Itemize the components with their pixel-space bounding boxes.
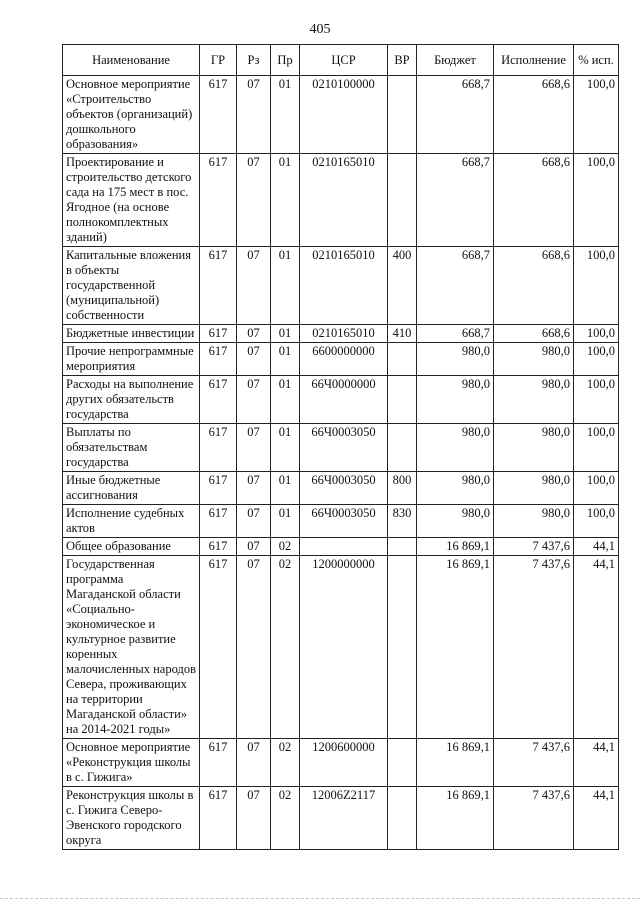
cell-name: Реконструкция школы в с. Гижига Северо-Эвенского городского округа (63, 787, 200, 850)
cell-csr: 1200000000 (300, 556, 388, 739)
cell-rz: 07 (237, 76, 271, 154)
cell-execution: 668,6 (494, 247, 574, 325)
cell-vr (388, 787, 417, 850)
cell-name: Выплаты по обязательствам государства (63, 424, 200, 472)
cell-pr: 02 (271, 739, 300, 787)
header-execution: Исполнение (494, 45, 574, 76)
cell-gr: 617 (200, 376, 237, 424)
cell-name: Бюджетные инвестиции (63, 325, 200, 343)
cell-rz: 07 (237, 739, 271, 787)
cell-percent: 100,0 (574, 343, 619, 376)
cell-percent: 44,1 (574, 787, 619, 850)
budget-execution-table (62, 44, 619, 850)
cell-pr: 01 (271, 154, 300, 247)
table-row (63, 556, 619, 739)
table-row (63, 505, 619, 538)
cell-vr: 400 (388, 247, 417, 325)
cell-vr (388, 424, 417, 472)
header-pr: Пр (271, 45, 300, 76)
cell-rz: 07 (237, 472, 271, 505)
cell-budget: 16 869,1 (417, 787, 494, 850)
cell-rz: 07 (237, 376, 271, 424)
cell-rz: 07 (237, 424, 271, 472)
table-row (63, 424, 619, 472)
page-number: 405 (309, 22, 331, 37)
cell-gr: 617 (200, 472, 237, 505)
header-vr: ВР (388, 45, 417, 76)
table-row (63, 343, 619, 376)
cell-percent: 100,0 (574, 247, 619, 325)
table-row (63, 538, 619, 556)
cell-rz: 07 (237, 556, 271, 739)
cell-rz: 07 (237, 154, 271, 247)
cell-budget: 980,0 (417, 505, 494, 538)
header-budget: Бюджет (417, 45, 494, 76)
cell-budget: 980,0 (417, 424, 494, 472)
cell-percent: 100,0 (574, 376, 619, 424)
table-row (63, 76, 619, 154)
cell-gr: 617 (200, 424, 237, 472)
cell-percent: 100,0 (574, 505, 619, 538)
cell-percent: 100,0 (574, 325, 619, 343)
cell-budget: 16 869,1 (417, 556, 494, 739)
header-csr: ЦСР (300, 45, 388, 76)
cell-gr: 617 (200, 556, 237, 739)
cell-gr: 617 (200, 154, 237, 247)
cell-execution: 980,0 (494, 424, 574, 472)
cell-percent: 44,1 (574, 556, 619, 739)
cell-pr: 01 (271, 376, 300, 424)
cell-name: Иные бюджетные ассигнования (63, 472, 200, 505)
cell-csr: 0210165010 (300, 325, 388, 343)
header-row (63, 45, 619, 76)
cell-execution: 668,6 (494, 154, 574, 247)
cell-execution: 7 437,6 (494, 538, 574, 556)
cell-percent: 100,0 (574, 424, 619, 472)
cell-rz: 07 (237, 505, 271, 538)
header-name: Наименование (63, 45, 200, 76)
cell-pr: 01 (271, 472, 300, 505)
cell-gr: 617 (200, 343, 237, 376)
cell-pr: 01 (271, 424, 300, 472)
table-row (63, 376, 619, 424)
cell-pr: 02 (271, 556, 300, 739)
cell-csr: 0210165010 (300, 154, 388, 247)
cell-csr: 6600000000 (300, 343, 388, 376)
cell-name: Основное мероприятие «Реконструкция школы в с. Гижига» (63, 739, 200, 787)
cell-percent: 44,1 (574, 739, 619, 787)
cell-execution: 7 437,6 (494, 739, 574, 787)
header-rz: Рз (237, 45, 271, 76)
cell-pr: 02 (271, 787, 300, 850)
cell-gr: 617 (200, 538, 237, 556)
table-row (63, 739, 619, 787)
cell-rz: 07 (237, 247, 271, 325)
cell-csr: 66Ч0000000 (300, 376, 388, 424)
cell-vr (388, 538, 417, 556)
cell-vr (388, 739, 417, 787)
cell-budget: 980,0 (417, 472, 494, 505)
cell-pr: 01 (271, 247, 300, 325)
cell-pr: 01 (271, 505, 300, 538)
cell-csr: 66Ч0003050 (300, 424, 388, 472)
table-row (63, 154, 619, 247)
cell-budget: 668,7 (417, 154, 494, 247)
cell-execution: 668,6 (494, 325, 574, 343)
cell-execution: 980,0 (494, 343, 574, 376)
cell-csr: 0210165010 (300, 247, 388, 325)
cell-vr (388, 556, 417, 739)
cell-csr (300, 538, 388, 556)
table-header (63, 45, 619, 76)
cell-name: Основное мероприятие «Строительство объектов (организаций) дошкольного образования» (63, 76, 200, 154)
table-row (63, 472, 619, 505)
cell-rz: 07 (237, 787, 271, 850)
cell-rz: 07 (237, 325, 271, 343)
cell-budget: 16 869,1 (417, 538, 494, 556)
cell-csr: 0210100000 (300, 76, 388, 154)
table-row (63, 247, 619, 325)
cell-rz: 07 (237, 343, 271, 376)
cell-execution: 980,0 (494, 505, 574, 538)
header-percent: % исп. (574, 45, 619, 76)
table-body (63, 76, 619, 850)
cell-budget: 668,7 (417, 247, 494, 325)
cell-budget: 980,0 (417, 343, 494, 376)
cell-execution: 980,0 (494, 376, 574, 424)
cell-csr: 1200600000 (300, 739, 388, 787)
cell-budget: 16 869,1 (417, 739, 494, 787)
cell-execution: 668,6 (494, 76, 574, 154)
cell-vr (388, 343, 417, 376)
cell-budget: 668,7 (417, 325, 494, 343)
cell-name: Капитальные вложения в объекты государственной (муниципальной) собственности (63, 247, 200, 325)
cell-pr: 01 (271, 325, 300, 343)
cell-vr (388, 376, 417, 424)
cell-pr: 02 (271, 538, 300, 556)
cell-pr: 01 (271, 76, 300, 154)
cell-csr: 12006Z2117 (300, 787, 388, 850)
cell-percent: 100,0 (574, 154, 619, 247)
cell-execution: 980,0 (494, 472, 574, 505)
cell-name: Государственная программа Магаданской области «Социально-экономическое и культурное развитие коренных малочисленных народов Севера, проживающих на территории Магаданской области» на 2014-2021 годы» (63, 556, 200, 739)
cell-csr: 66Ч0003050 (300, 472, 388, 505)
table-row (63, 325, 619, 343)
cell-budget: 980,0 (417, 376, 494, 424)
cell-vr: 410 (388, 325, 417, 343)
cell-execution: 7 437,6 (494, 787, 574, 850)
cell-name: Исполнение судебных актов (63, 505, 200, 538)
cell-name: Расходы на выполнение других обязательств государства (63, 376, 200, 424)
cell-percent: 100,0 (574, 76, 619, 154)
cell-name: Проектирование и строительство детского сада на 175 мест в пос. Ягодное (на основе полнокомплектных зданий) (63, 154, 200, 247)
cell-csr: 66Ч0003050 (300, 505, 388, 538)
cell-gr: 617 (200, 325, 237, 343)
cell-name: Общее образование (63, 538, 200, 556)
cell-percent: 100,0 (574, 472, 619, 505)
cell-gr: 617 (200, 505, 237, 538)
cell-name: Прочие непрограммные мероприятия (63, 343, 200, 376)
cell-rz: 07 (237, 538, 271, 556)
table-row (63, 787, 619, 850)
cell-vr (388, 154, 417, 247)
cell-percent: 44,1 (574, 538, 619, 556)
cell-vr: 800 (388, 472, 417, 505)
cell-execution: 7 437,6 (494, 556, 574, 739)
cell-vr (388, 76, 417, 154)
cell-pr: 01 (271, 343, 300, 376)
cell-gr: 617 (200, 76, 237, 154)
page-bottom-edge (0, 898, 640, 905)
cell-budget: 668,7 (417, 76, 494, 154)
cell-vr: 830 (388, 505, 417, 538)
cell-gr: 617 (200, 247, 237, 325)
cell-gr: 617 (200, 739, 237, 787)
header-gr: ГР (200, 45, 237, 76)
cell-gr: 617 (200, 787, 237, 850)
